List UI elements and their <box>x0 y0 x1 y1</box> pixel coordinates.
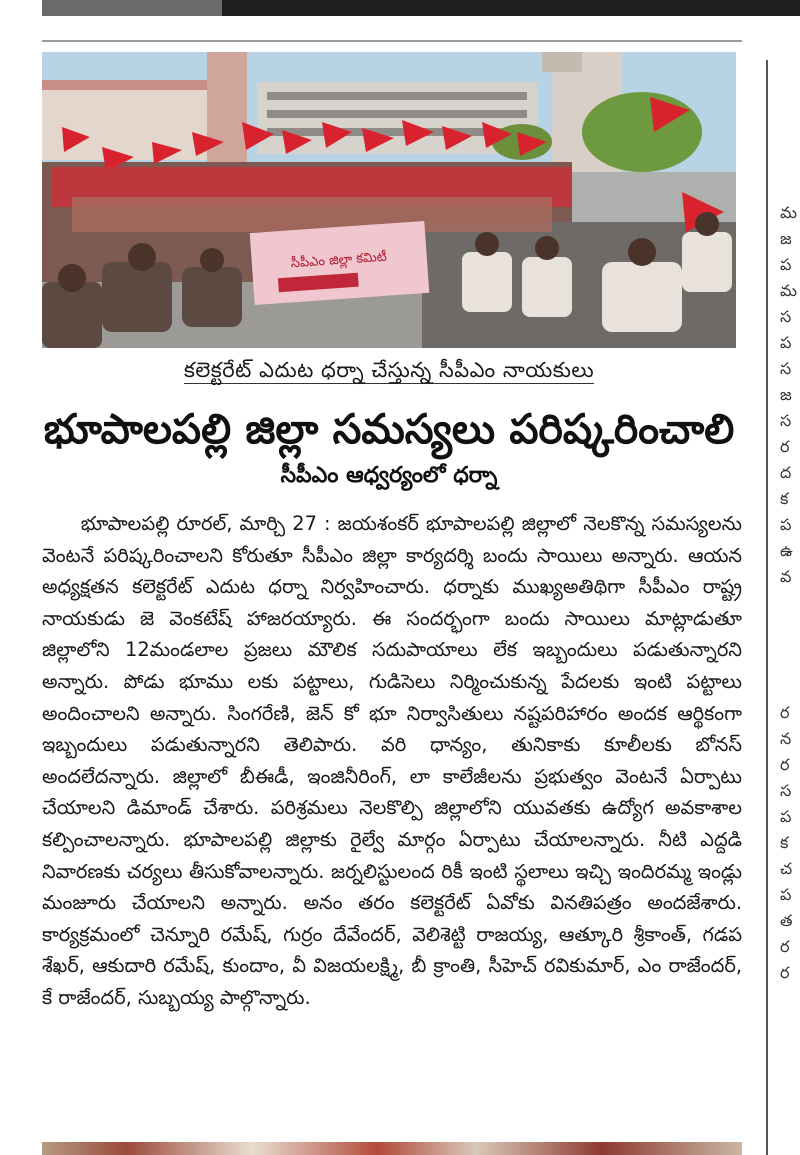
banner-text: సీపీఎం జిల్లా కమిటీ <box>290 249 388 272</box>
adjacent-column-fragment: ర <box>780 703 790 722</box>
adjacent-column-fragment: మ <box>780 281 797 300</box>
adjacent-column-fragment: ద <box>780 463 792 482</box>
section-rule <box>42 40 742 42</box>
adjacent-column-fragment: క <box>780 489 789 508</box>
adjacent-column-fragment: వ <box>780 567 792 586</box>
adjacent-column-fragment: ఉ <box>780 541 793 560</box>
adjacent-column-fragment: ప <box>780 333 792 352</box>
photo-caption <box>42 355 736 385</box>
adjacent-column-fragment: ర <box>780 755 790 774</box>
adjacent-column-fragment: ర <box>780 937 790 956</box>
adjacent-column-fragment: స <box>780 359 792 378</box>
adjacent-column-fragment: స <box>780 307 792 326</box>
adjacent-column-fragment: జ <box>780 229 792 248</box>
adjacent-column-fragment: ప <box>780 885 792 904</box>
next-article-photo-strip <box>42 1142 742 1155</box>
page-subtitle: సీపీఎం ఆధ్వర్యంలో ధర్నా <box>280 463 498 488</box>
column-divider <box>766 60 768 1155</box>
adjacent-column-fragment: ప <box>780 515 792 534</box>
dateline: భూపాలపల్లి రూరల్, మార్చి 27 : <box>80 512 331 535</box>
adjacent-column-fragment: ప <box>780 255 792 274</box>
adjacent-column <box>780 200 800 986</box>
adjacent-column-fragment: మ <box>780 203 797 222</box>
adjacent-column-fragment: న <box>780 729 792 748</box>
adjacent-column-fragment: స <box>780 781 792 800</box>
adjacent-column-fragment: ప <box>780 807 792 826</box>
news-photo <box>42 52 736 348</box>
adjacent-column-fragment: ర <box>780 437 790 456</box>
article-text: జయశంకర్ భూపాలపల్లి జిల్లాలో నెలకొన్న సమస్యలను వెంటనే పరిష్కరించాలని కోరుతూ సీపీఎం జిల్లా కార్యదర్శి బందు సాయిలు అన్నారు. ఆయన అధ్యక్షతన కలెక్టరేట్ ఎదుట ధర్నా నిర్వహించారు. ధర్నాకు ముఖ్యఅతిథిగా సీపీఎం రాష్ట్ర నాయకుడు జె వెంకటేష్ హాజరయ్యారు. ఈ సందర్భంగా బందు సాయిలు మాట్లాడుతూ జిల్లాలోని 12మండలాల ప్రజలు మౌలిక సదుపాయాలు లేక ఇబ్బందులు పడుతున్నారని అన్నారు. పోడు భూము లకు పట్టాలు, గుడిసెలు నిర్మించుకున్న పేదలకు ఇంటి పట్టాలు అందించాలని అన్నారు. సింగరేణి, జెన్ కో భూ నిర్వాసితులు నష్టపరిహారం అందక ఆర్థికంగా ఇబ్బందులు పడుతున్నారని తెలిపారు. వరి ధాన్యం, తునికాకు కూలీలకు బోనస్ అందలేదన్నారు. జిల్లాలో బీఈడీ, ఇంజినీరింగ్, లా కాలేజీలను ప్రభుత్వం వెంటనే ఏర్పాటు చేయాలని డిమాండ్ చేశారు. పరిశ్రమలు నెలకొల్పి జిల్లాలోని యువతకు ఉద్యోగ అవకాశాల కల్పించాలన్నారు. భూపాలపల్లి జిల్లాకు రైల్వే మార్గం ఏర్పాటు చేయాలన్నారు. నీటి ఎద్దడి నివారణకు చర్యలు తీసుకోవాలన్నారు. జర్నలిస్టులంద రికీ ఇంటి స్థలాలు ఇచ్చి ఇందిరమ్మ ఇండ్లు మంజూరు చేయాలని అన్నారు. అనం తరం కలెక్టరేట్ ఏవోకు వినతిపత్రం అందజేశారు. కార్యక్రమంలో చెన్నూరి రమేష్, గుర్రం దేవేందర్, వెలిశెట్టి రాజయ్య, ఆత్కూరి శ్రీకాంత్, గడప శేఖర్, ఆకుదారి రమేష్, కుందాం, వీ విజయలక్ష్మి, బీ క్రాంతి, సీహెచ్ రవికుమార్, ఎం రాజేందర్, కే రాజేందర్, సుబ్బయ్య పాల్గొన్నారు. <box>42 512 742 1009</box>
adjacent-column-fragment: చ <box>780 859 793 878</box>
masthead-bar-right <box>222 0 800 16</box>
page-title: భూపాలపల్లి జిల్లా సమస్యలు పరిష్కరించాలి <box>43 405 735 453</box>
photo-caption-text: కలెక్టరేట్ ఎదుట ధర్నా చేస్తున్న సీపీఎం నాయకులు <box>183 358 595 382</box>
adjacent-column-fragment: క <box>780 833 789 852</box>
adjacent-column-fragment: త <box>780 911 793 930</box>
adjacent-column-fragment: స <box>780 411 792 430</box>
adjacent-column-fragment: జ <box>780 385 792 404</box>
article-body <box>42 508 742 1014</box>
adjacent-column-fragment: ర <box>780 963 790 982</box>
masthead-bar-left <box>42 0 222 16</box>
